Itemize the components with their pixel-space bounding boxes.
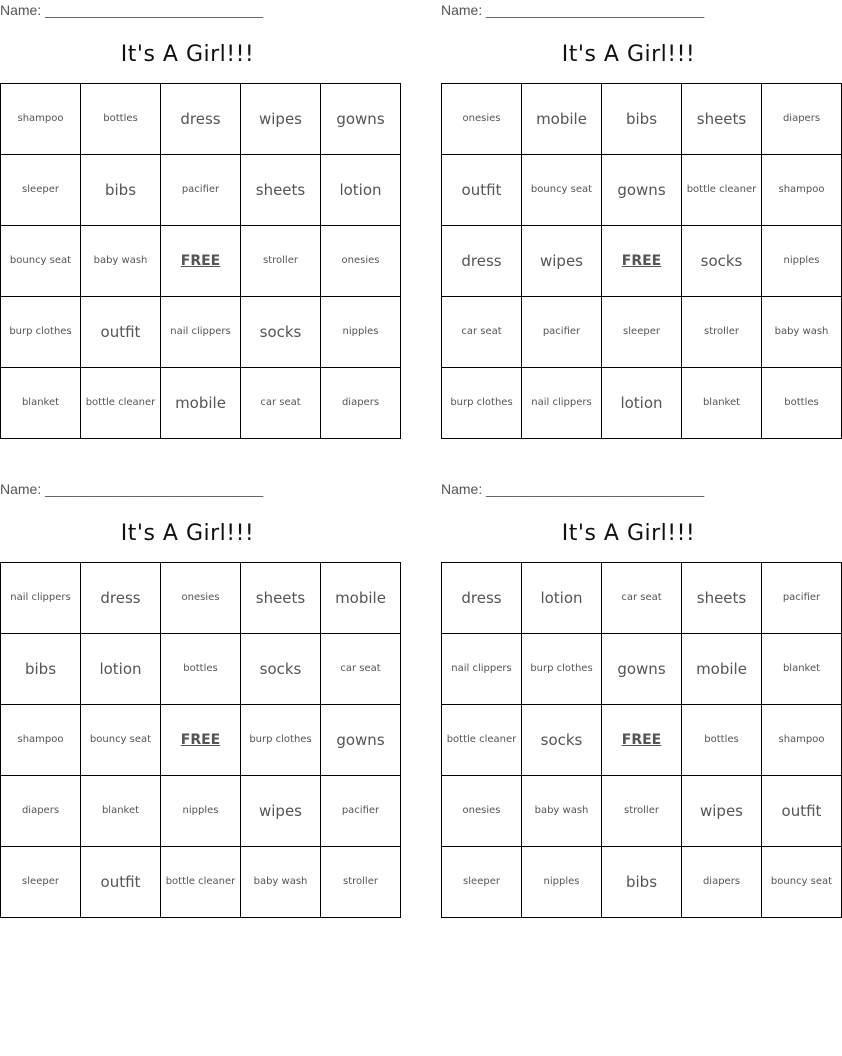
bingo-cell: bibs — [602, 84, 682, 155]
bingo-row — [1, 847, 401, 918]
bingo-cell: pacifier — [522, 297, 602, 368]
bingo-cell: onesies — [321, 226, 401, 297]
bingo-card-3 — [0, 479, 386, 913]
bingo-row — [442, 155, 842, 226]
bingo-row — [442, 776, 842, 847]
bingo-card-1 — [0, 0, 385, 434]
bingo-cell: nipples — [161, 776, 241, 847]
bingo-cell: sleeper — [1, 155, 81, 226]
card-title: It's A Girl!!! — [561, 42, 696, 67]
bingo-cell: outfit — [81, 297, 161, 368]
bingo-row — [1, 705, 401, 776]
bingo-cell: diapers — [762, 84, 842, 155]
bingo-cell: bottles — [161, 634, 241, 705]
bingo-cell: shampoo — [762, 155, 842, 226]
bingo-cell: gowns — [321, 705, 401, 776]
bingo-grid — [441, 562, 842, 918]
bingo-cell: stroller — [241, 226, 321, 297]
bingo-cell: outfit — [442, 155, 522, 226]
bingo-cell: bouncy seat — [1, 226, 81, 297]
bingo-row — [442, 563, 842, 634]
bingo-grid — [441, 83, 842, 439]
bingo-cell: blanket — [81, 776, 161, 847]
bingo-cell: bottle cleaner — [81, 368, 161, 439]
bingo-row — [442, 297, 842, 368]
bingo-cell: bottle cleaner — [442, 705, 522, 776]
bingo-cell: onesies — [161, 563, 241, 634]
bingo-cell: onesies — [442, 776, 522, 847]
card-title: It's A Girl!!! — [561, 521, 696, 546]
bingo-cell: blanket — [762, 634, 842, 705]
free-space: FREE — [602, 705, 682, 776]
bingo-cell: diapers — [321, 368, 401, 439]
bingo-row — [1, 155, 401, 226]
bingo-row — [1, 563, 401, 634]
bingo-cell: gowns — [602, 634, 682, 705]
bingo-cell: lotion — [602, 368, 682, 439]
bingo-cell: shampoo — [1, 84, 81, 155]
bingo-row — [442, 226, 842, 297]
card-title: It's A Girl!!! — [120, 42, 255, 67]
bingo-cell: wipes — [241, 776, 321, 847]
free-space: FREE — [161, 226, 241, 297]
bingo-cell: socks — [241, 297, 321, 368]
bingo-cell: baby wash — [522, 776, 602, 847]
bingo-cell: nipples — [321, 297, 401, 368]
bingo-cell: bottle cleaner — [161, 847, 241, 918]
bingo-cell: bouncy seat — [81, 705, 161, 776]
bingo-cell: car seat — [442, 297, 522, 368]
bingo-cell: dress — [81, 563, 161, 634]
bingo-cell: diapers — [682, 847, 762, 918]
bingo-cell: diapers — [1, 776, 81, 847]
bingo-cell: nail clippers — [522, 368, 602, 439]
bingo-cell: pacifier — [161, 155, 241, 226]
bingo-cell: baby wash — [762, 297, 842, 368]
bingo-row — [1, 84, 401, 155]
bingo-cell: baby wash — [81, 226, 161, 297]
bingo-cell: wipes — [682, 776, 762, 847]
name-line: Name: ____________________________ — [0, 2, 264, 18]
bingo-cell: burp clothes — [241, 705, 321, 776]
bingo-cell: wipes — [522, 226, 602, 297]
bingo-cell: car seat — [602, 563, 682, 634]
bingo-row — [1, 297, 401, 368]
bingo-cell: bouncy seat — [522, 155, 602, 226]
bingo-cell: sleeper — [442, 847, 522, 918]
bingo-cell: sheets — [682, 563, 762, 634]
name-line: Name: ____________________________ — [441, 481, 705, 497]
bingo-cell: sheets — [682, 84, 762, 155]
bingo-cell: onesies — [442, 84, 522, 155]
bingo-cell: blanket — [1, 368, 81, 439]
bingo-cell: outfit — [762, 776, 842, 847]
bingo-cell: shampoo — [1, 705, 81, 776]
bingo-cell: baby wash — [241, 847, 321, 918]
bingo-cell: stroller — [602, 776, 682, 847]
bingo-cell: outfit — [81, 847, 161, 918]
name-line: Name: ____________________________ — [441, 2, 705, 18]
bingo-cell: sleeper — [1, 847, 81, 918]
bingo-cell: mobile — [682, 634, 762, 705]
bingo-cell: sheets — [241, 155, 321, 226]
bingo-cell: mobile — [161, 368, 241, 439]
bingo-cell: bottle cleaner — [682, 155, 762, 226]
bingo-cell: nail clippers — [1, 563, 81, 634]
bingo-cell: bibs — [81, 155, 161, 226]
free-space: FREE — [161, 705, 241, 776]
bingo-cell: mobile — [321, 563, 401, 634]
bingo-cell: gowns — [321, 84, 401, 155]
bingo-row — [442, 847, 842, 918]
card-title: It's A Girl!!! — [120, 521, 255, 546]
bingo-cell: bottles — [81, 84, 161, 155]
bingo-cell: lotion — [522, 563, 602, 634]
bingo-cell: car seat — [321, 634, 401, 705]
bingo-cell: bibs — [1, 634, 81, 705]
bingo-cell: bottles — [762, 368, 842, 439]
bingo-cell: bottles — [682, 705, 762, 776]
bingo-cell: nail clippers — [442, 634, 522, 705]
bingo-cell: socks — [241, 634, 321, 705]
bingo-row — [442, 705, 842, 776]
bingo-cell: stroller — [321, 847, 401, 918]
bingo-cell: bibs — [602, 847, 682, 918]
bingo-grid — [0, 562, 401, 918]
bingo-cell: mobile — [522, 84, 602, 155]
bingo-row — [442, 368, 842, 439]
bingo-cell: wipes — [241, 84, 321, 155]
bingo-cell: nail clippers — [161, 297, 241, 368]
bingo-cell: sleeper — [602, 297, 682, 368]
bingo-cell: burp clothes — [442, 368, 522, 439]
bingo-cell: nipples — [762, 226, 842, 297]
bingo-cell: dress — [161, 84, 241, 155]
free-space: FREE — [602, 226, 682, 297]
bingo-cell: burp clothes — [1, 297, 81, 368]
bingo-cell: socks — [522, 705, 602, 776]
name-line: Name: ____________________________ — [0, 481, 264, 497]
bingo-card-2 — [441, 0, 829, 434]
bingo-row — [1, 368, 401, 439]
bingo-cell: dress — [442, 563, 522, 634]
bingo-cell: bouncy seat — [762, 847, 842, 918]
bingo-cell: dress — [442, 226, 522, 297]
bingo-cell: blanket — [682, 368, 762, 439]
bingo-row — [1, 226, 401, 297]
bingo-cell: stroller — [682, 297, 762, 368]
bingo-cell: sheets — [241, 563, 321, 634]
bingo-cell: shampoo — [762, 705, 842, 776]
bingo-cell: car seat — [241, 368, 321, 439]
bingo-row — [442, 634, 842, 705]
bingo-row — [1, 776, 401, 847]
bingo-cell: gowns — [602, 155, 682, 226]
bingo-cell: pacifier — [762, 563, 842, 634]
bingo-cell: socks — [682, 226, 762, 297]
bingo-row — [1, 634, 401, 705]
bingo-cell: burp clothes — [522, 634, 602, 705]
bingo-row — [442, 84, 842, 155]
bingo-cell: nipples — [522, 847, 602, 918]
bingo-cell: lotion — [321, 155, 401, 226]
bingo-card-4 — [441, 479, 833, 913]
bingo-cell: lotion — [81, 634, 161, 705]
bingo-grid — [0, 83, 401, 439]
bingo-cell: pacifier — [321, 776, 401, 847]
